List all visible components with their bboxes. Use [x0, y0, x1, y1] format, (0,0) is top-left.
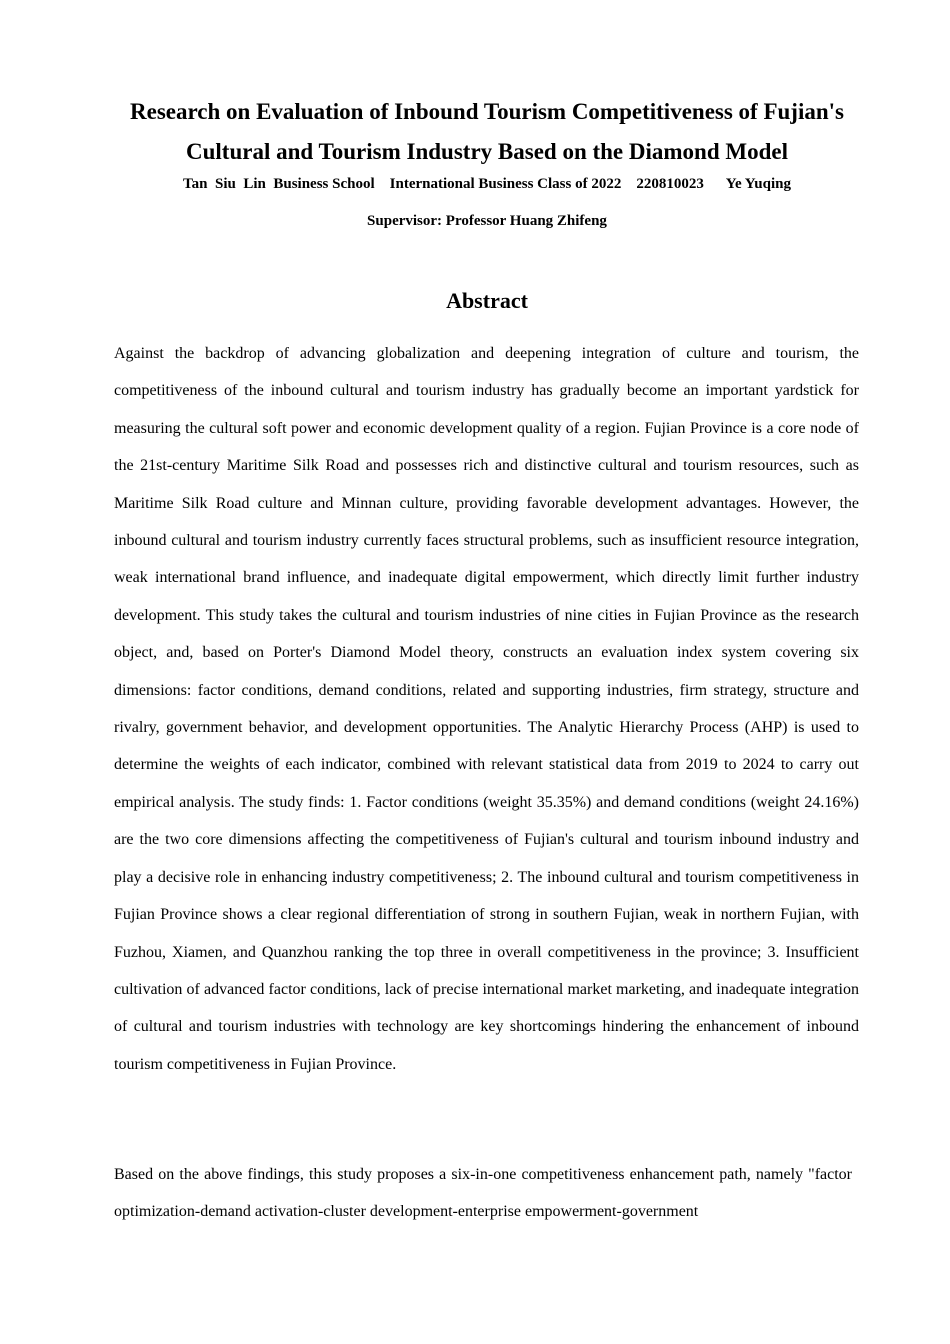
abstract-paragraph-2 — [114, 1156, 852, 1231]
paper-title: Research on Evaluation of Inbound Tourism Competitiveness of Fujian's Cultural and Tourism Industry Based on the Diamond Model — [130, 99, 844, 164]
supervisor-line: Supervisor: Professor Huang Zhifeng — [367, 213, 607, 229]
author-line: Tan Siu Lin Business School International Business Class of 2022 220810023 Ye Yuqing — [183, 176, 791, 192]
abstract-paragraph-1 — [114, 335, 859, 1083]
abstract-paragraph-text: Based on the above findings, this study proposes a six-in-one competitiveness enhancement path, namely "factor optimization-demand activation-cluster development-enterprise empowerment-government — [114, 1166, 852, 1221]
abstract-paragraph-text: Against the backdrop of advancing globalization and deepening integration of culture and tourism, the competitiveness of the inbound cultural and tourism industry has gradually become an important yardstick for measuring the cultural soft power and economic development quality of a region. Fujian Province is a core node of the 21st-century Maritime Silk Road and possesses rich and distinctive cultural and tourism resources, such as Maritime Silk Road culture and Minnan culture, providing favorable development advantages. However, the inbound cultural and tourism industry currently faces structural problems, such as insufficient resource integration, weak international brand influence, and inadequate digital empowerment, which directly limit further industry development. This study takes the cultural and tourism industries of nine cities in Fujian Province as the research object, and, based on Porter's Diamond Model theory, constructs an evaluation index system covering six dimensions: factor conditions, demand conditions, related and supporting industries, firm strategy, structure and rivalry, government behavior, and development opportunities. The Analytic Hierarchy Process (AHP) is used to determine the weights of each indicator, combined with relevant statistical data from 2019 to 2024 to carry out empirical analysis. The study finds: 1. Factor conditions (weight 35.35%) and demand conditions (weight 24.16%) are the two core dimensions affecting the competitiveness of Fujian's cultural and tourism inbound industry and play a decisive role in enhancing industry competitiveness; 2. The inbound cultural and tourism competitiveness in Fujian Province shows a clear regional differentiation of strong in southern Fujian, weak in northern Fujian, with Fuzhou, Xiamen, and Quanzhou ranking the top three in overall competitiveness in the province; 3. Insufficient cultivation of advanced factor conditions, lack of precise international market marketing, and inadequate integration of cultural and tourism industries with technology are key shortcomings hindering the enhancement of inbound tourism competitiveness in Fujian Province. — [114, 345, 859, 1073]
abstract-heading: Abstract — [446, 288, 528, 313]
